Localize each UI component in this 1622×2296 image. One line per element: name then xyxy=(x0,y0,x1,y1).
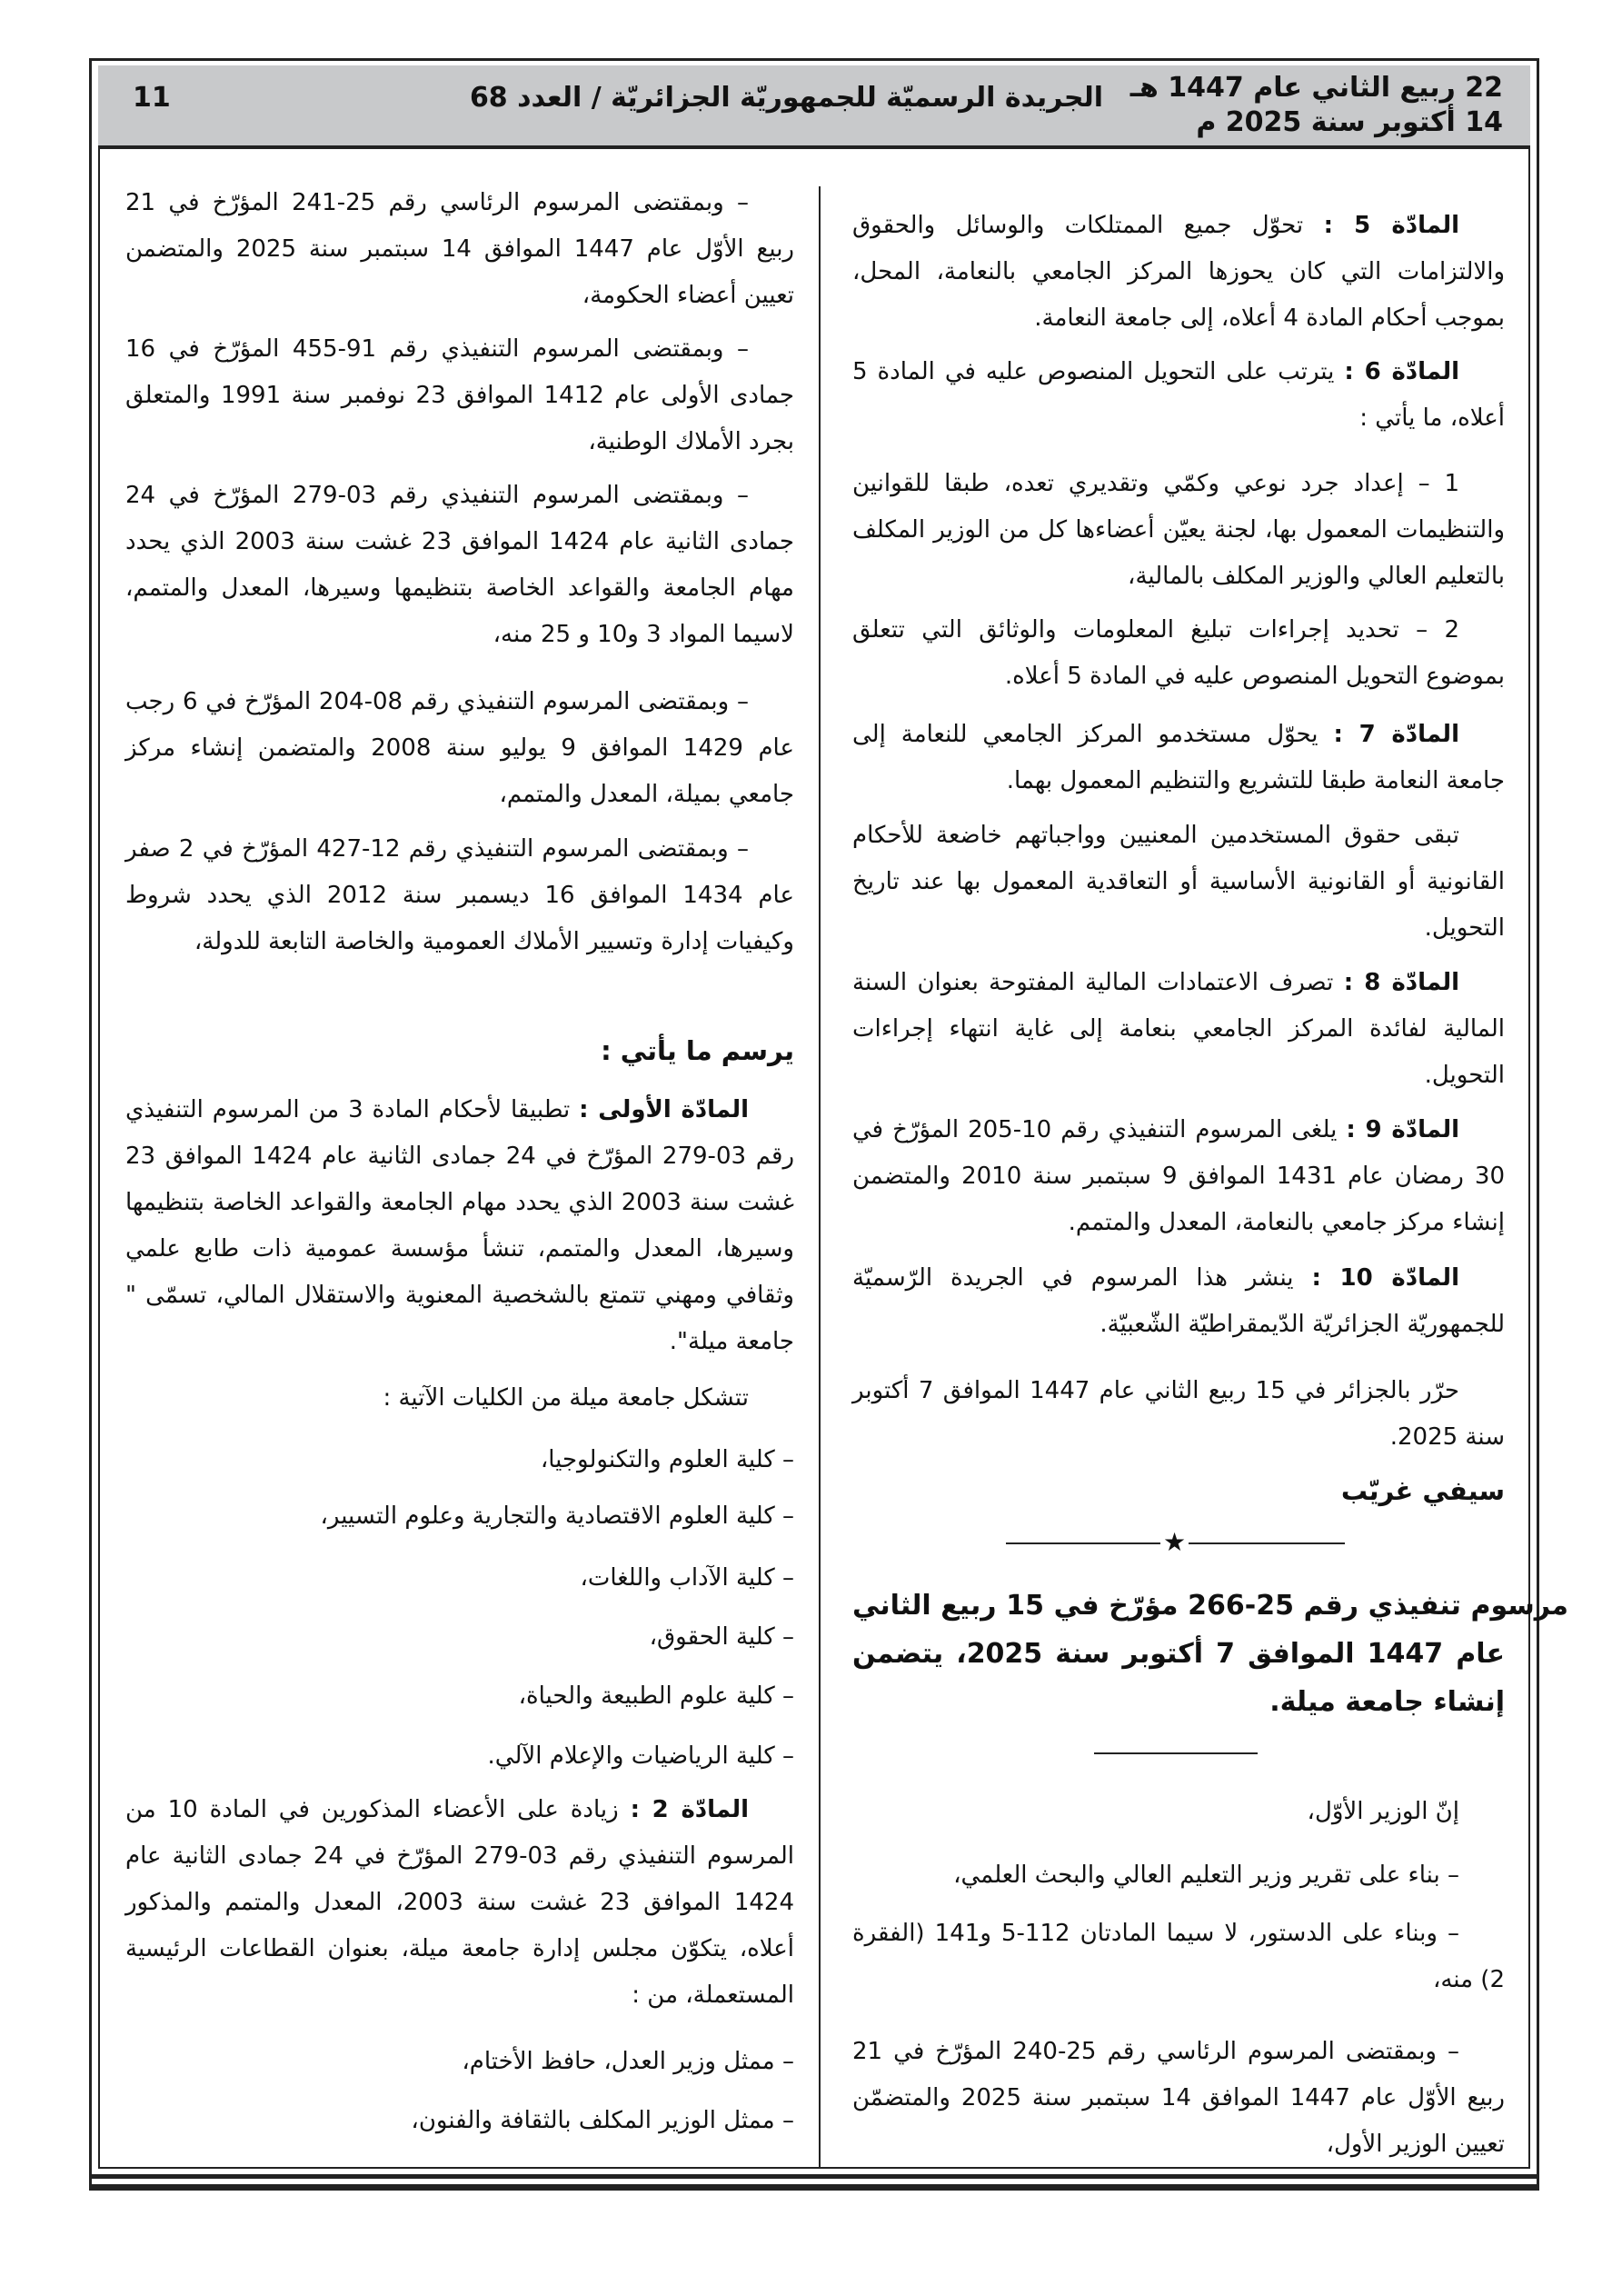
article-right-art6 xyxy=(852,349,1505,442)
bottom-rule xyxy=(89,2174,1539,2179)
paragraph-right-prime-minister: إنّ الوزير الأوّل، xyxy=(1307,1798,1459,1825)
separator-line xyxy=(1006,1542,1160,1544)
paragraph-right-visa1: – بناء على تقرير وزير التعليم العالي والبحث العلمي، xyxy=(953,1862,1459,1889)
article-label: المادّة 10 : xyxy=(1311,1264,1459,1292)
article-label: المادّة 6 : xyxy=(1344,358,1459,385)
article-text: يحوّل مستخدمو المركز الجامعي للنعامة إلى جامعة النعامة طبقا للتشريع والتنظيم المعمول بهما. xyxy=(852,721,1505,794)
header-dates xyxy=(1130,71,1503,140)
article-left-art2 xyxy=(125,1787,794,2019)
title-underline xyxy=(852,1740,1505,1767)
paragraph-left-visa7: – وبمقتضى المرسوم التنفيذي رقم 08-204 المؤرّخ في 6 رجب عام 1429 الموافق 9 يوليو سنة 2008 والمتضمن إنشاء مركز جامعي بميلة، المعدل والمتمم، xyxy=(125,688,794,808)
gazette-title: الجريدة الرسميّة للجمهوريّة الجزائريّة / العدد 68 xyxy=(469,82,1103,114)
article-right-art9 xyxy=(852,1107,1505,1246)
separator-line xyxy=(1094,1752,1258,1754)
list-item: – كلية الرياضيات والإعلام الآلي. xyxy=(487,1742,794,1770)
column-divider xyxy=(819,186,821,2168)
article-text: يترتب على التحويل المنصوص عليه في المادة 5 أعلاه، ما يأتي : xyxy=(852,358,1505,432)
article-right-art5 xyxy=(852,203,1505,342)
decree-title: مرسوم تنفيذي رقم 25-266 مؤرّخ في 15 ربيع الثاني عام 1447 الموافق 7 أكتوبر سنة 2025، يتضمن إنشاء جامعة ميلة. xyxy=(852,1590,1569,1718)
list-item: – كلية العلوم الاقتصادية والتجارية وعلوم التسيير، xyxy=(320,1502,794,1530)
star-separator xyxy=(852,1527,1505,1557)
article-text: تصرف الاعتمادات المالية المفتوحة بعنوان السنة المالية لفائدة المركز الجامعي بنعامة إلى غاية انتهاء إجراءات التحويل. xyxy=(852,969,1505,1089)
signature: سيفي غريّب xyxy=(1340,1475,1505,1506)
paragraph-right-art6-item2: 2 – تحديد إجراءات تبليغ المعلومات والوثائق التي تتعلق بموضوع التحويل المنصوص عليه في المادة 5 أعلاه. xyxy=(852,616,1505,690)
article-label: المادّة 7 : xyxy=(1333,721,1459,748)
paragraph-left-visa5: – وبمقتضى المرسوم التنفيذي رقم 91-455 المؤرّخ في 16 جمادى الأولى عام 1412 الموافق 23 نوفمبر سنة 1991 والمتعلق بجرد الأملاك الوطنية، xyxy=(125,335,795,455)
hijri-date: 22 ربيع الثاني عام 1447 هـ xyxy=(1129,72,1503,104)
article-label: المادّة 8 : xyxy=(1343,969,1459,996)
article-text: تطبيقا لأحكام المادة 3 من المرسوم التنفيذي رقم 03-279 المؤرّخ في 24 جمادى الثانية عام 1424 الموافق 23 غشت سنة 2003 الذي يحدد مهام الجامعة والقواعد الخاصة بتنظيمها وسيرها، المعدل والمتمم، تنشأ مؤسسة عمومية ذات طابع علمي وثقافي ومهني تتمتع بالشخصية المعنوية والاستقلال المالي، تسمّى " جامعة ميلة". xyxy=(125,1096,795,1355)
gregorian-date: 14 أكتوبر سنة 2025 م xyxy=(1196,106,1503,138)
paragraph-right-art6-item1: 1 – إعداد جرد نوعي وكمّي وتقديري تعده، طبقا للقوانين والتنظيمات المعمول بها، لجنة يعيّن أعضاءها كل من الوزير المكلف بالتعليم العالي والوزير المكلف بالمالية، xyxy=(852,470,1505,590)
article-label: المادّة الأولى : xyxy=(579,1096,750,1123)
paragraph-right-art7-para: تبقى حقوق المستخدمين المعنيين وواجباتهم خاضعة للأحكام القانونية أو القانونية الأساسية أو التعاقدية المعمول بها عند تاريخ التحويل. xyxy=(852,822,1505,942)
paragraph-left-faculties-intro: تتشكل جامعة ميلة من الكليات الآتية : xyxy=(383,1384,749,1412)
list-item: – كلية الحقوق، xyxy=(649,1623,794,1651)
page-number: 11 xyxy=(133,82,171,114)
bottom-rule xyxy=(89,2184,1539,2189)
list-item: – ممثل الوزير المكلف بالثقافة والفنون، xyxy=(411,2107,794,2134)
article-right-art7 xyxy=(852,712,1505,804)
paragraph-right-visa2: – وبناء على الدستور، لا سيما المادتان 112-5 و141 (الفقرة 2) منه، xyxy=(852,1920,1505,1993)
list-item: – كلية علوم الطبيعة والحياة، xyxy=(518,1682,794,1710)
article-text: زيادة على الأعضاء المذكورين في المادة 10 من المرسوم التنفيذي رقم 03-279 المؤرّخ في 24 جمادى الثانية عام 1424 الموافق 23 غشت سنة 2003، المعدل والمتمم والمذكور أعلاه، يتكوّن مجلس إدارة جامعة ميلة، بعنوان القطاعات الرئيسية المستعملة، من : xyxy=(125,1796,794,2009)
list-item: – كلية الآداب واللغات، xyxy=(580,1564,794,1592)
article-right-art8 xyxy=(852,960,1505,1099)
article-label: المادّة 2 : xyxy=(630,1796,750,1823)
gazette-header xyxy=(98,65,1530,149)
article-text: يلغى المرسوم التنفيذي رقم 10-205 المؤرّخ في 30 رمضان عام 1431 الموافق 9 سبتمبر سنة 2010 والمتضمن إنشاء مركز جامعي بالنعامة، المعدل والمتمم. xyxy=(852,1116,1505,1236)
article-label: المادّة 5 : xyxy=(1323,212,1459,239)
paragraph-right-visa3: – وبمقتضى المرسوم الرئاسي رقم 25-240 المؤرّخ في 21 ربيع الأوّل عام 1447 الموافق 14 سبتمبر سنة 2025 والمتضمّن تعيين الوزير الأول، xyxy=(852,2038,1505,2158)
decrees-heading: يرسم ما يأتي : xyxy=(601,1035,794,1066)
article-text: ينشر هذا المرسوم في الجريدة الرّسميّة للجمهوريّة الجزائريّة الدّيمقراطيّة الشّعبيّة. xyxy=(852,1264,1505,1338)
star-icon: ★ xyxy=(1163,1527,1187,1557)
list-item: – كلية العلوم والتكنولوجيا، xyxy=(540,1446,794,1473)
paragraph-left-visa6: – وبمقتضى المرسوم التنفيذي رقم 03-279 المؤرّخ في 24 جمادى الثانية عام 1424 الموافق 23 غشت سنة 2003 الذي يحدد مهام الجامعة والقواعد الخاصة بتنظيمها وسيرها، المعدل والمتمم، لاسيما المواد 3 و10 و 25 منه، xyxy=(125,482,795,648)
list-item: – ممثل وزير العدل، حافظ الأختام، xyxy=(462,2048,794,2075)
article-text: تحوّل جميع الممتلكات والوسائل والحقوق والالتزامات التي كان يحوزها المركز الجامعي بالنعامة، المحل، بموجب أحكام المادة 4 أعلاه، إلى جامعة النعامة. xyxy=(852,212,1505,332)
article-label: المادّة 9 : xyxy=(1346,1116,1459,1143)
paragraph-right-done-at: حرّر بالجزائر في 15 ربيع الثاني عام 1447 الموافق 7 أكتوبر سنة 2025. xyxy=(852,1377,1505,1451)
paragraph-left-visa4: – وبمقتضى المرسوم الرئاسي رقم 25-241 المؤرّخ في 21 ربيع الأوّل عام 1447 الموافق 14 سبتمبر سنة 2025 والمتضمن تعيين أعضاء الحكومة، xyxy=(125,189,794,309)
article-left-art1 xyxy=(125,1087,794,1365)
separator-line xyxy=(1189,1542,1345,1544)
paragraph-left-visa8: – وبمقتضى المرسوم التنفيذي رقم 12-427 المؤرّخ في 2 صفر عام 1434 الموافق 16 ديسمبر سنة 2012 الذي يحدد شروط وكيفيات إدارة وتسيير الأملاك العمومية والخاصة التابعة للدولة، xyxy=(125,835,794,955)
article-right-art10 xyxy=(852,1255,1505,1348)
